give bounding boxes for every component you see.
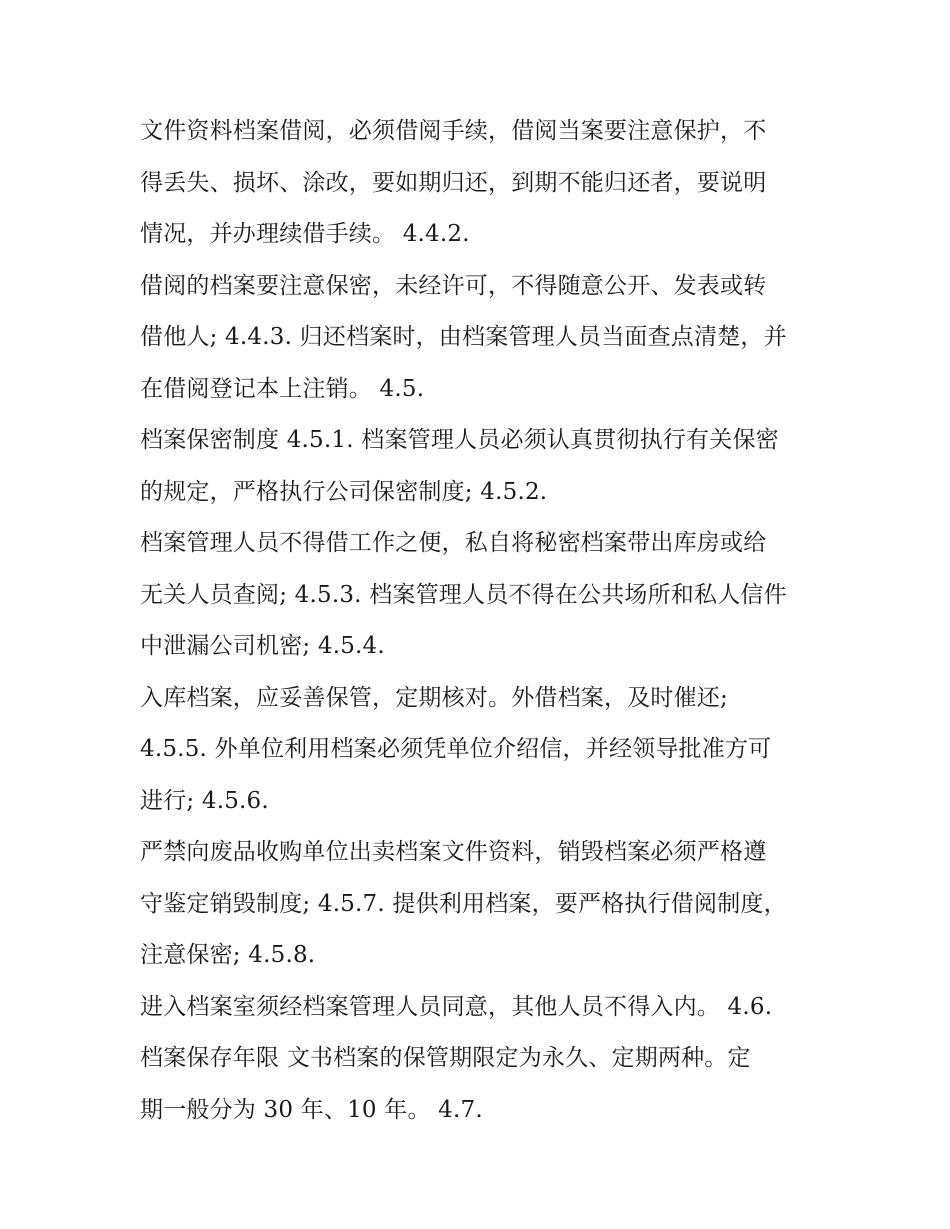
paragraph-staff-restrictions [140,518,820,673]
text-line: 档案管理人员不得借工作之便，私自将秘密档案带出库房或给 [140,530,767,556]
paragraph-destruction-rules [140,827,820,982]
text-line: 守鉴定销毁制度; 4.5.7. 提供利用档案，要严格执行借阅制度， [140,890,787,917]
paragraph-storage-and-external-use [140,673,820,828]
text-line: 期一般分为 30 年、10 年。 4.7. [140,1096,483,1123]
paragraph-access-and-retention [140,982,820,1137]
text-line: 档案保密制度 4.5.1. 档案管理人员必须认真贯彻执行有关保密 [140,427,779,453]
text-line: 得丢失、损坏、涂改，要如期归还，到期不能归还者，要说明 [140,169,767,196]
paragraph-borrowing-rules [140,106,820,261]
text-line: 借阅的档案要注意保密，未经许可，不得随意公开、发表或转 [140,272,767,299]
paragraph-confidential-borrowing [140,261,820,416]
text-line: 入库档案，应妥善保管，定期核对。外借档案，及时催还; [140,684,728,711]
text-line: 严禁向废品收购单位出卖档案文件资料，销毁档案必须严格遵 [140,839,767,865]
text-line: 进行; 4.5.6. [140,787,269,814]
text-line: 4.5.5. 外单位利用档案必须凭单位介绍信，并经领导批准方可 [140,736,772,762]
text-line: 档案保存年限 文书档案的保管期限定为永久、定期两种。定 [140,1045,751,1071]
text-line: 文件资料档案借阅，必须借阅手续，借阅当案要注意保护，不 [140,118,767,144]
text-line: 无关人员查阅; 4.5.3. 档案管理人员不得在公共场所和私人信件 [140,581,787,608]
paragraph-confidentiality-system [140,415,820,518]
text-line: 中泄漏公司机密; 4.5.4. [140,633,385,659]
text-line: 借他人; 4.4.3. 归还档案时，由档案管理人员当面查点清楚，并 [140,324,787,350]
text-line: 注意保密; 4.5.8. [140,942,316,968]
text-line: 在借阅登记本上注销。 4.5. [140,375,425,402]
text-line: 的规定，严格执行公司保密制度; 4.5.2. [140,478,548,505]
text-line: 进入档案室须经档案管理人员同意，其他人员不得入内。 4.6. [140,993,773,1020]
document-body [140,106,820,1136]
text-line: 情况，并办理续借手续。 4.4.2. [140,221,470,247]
